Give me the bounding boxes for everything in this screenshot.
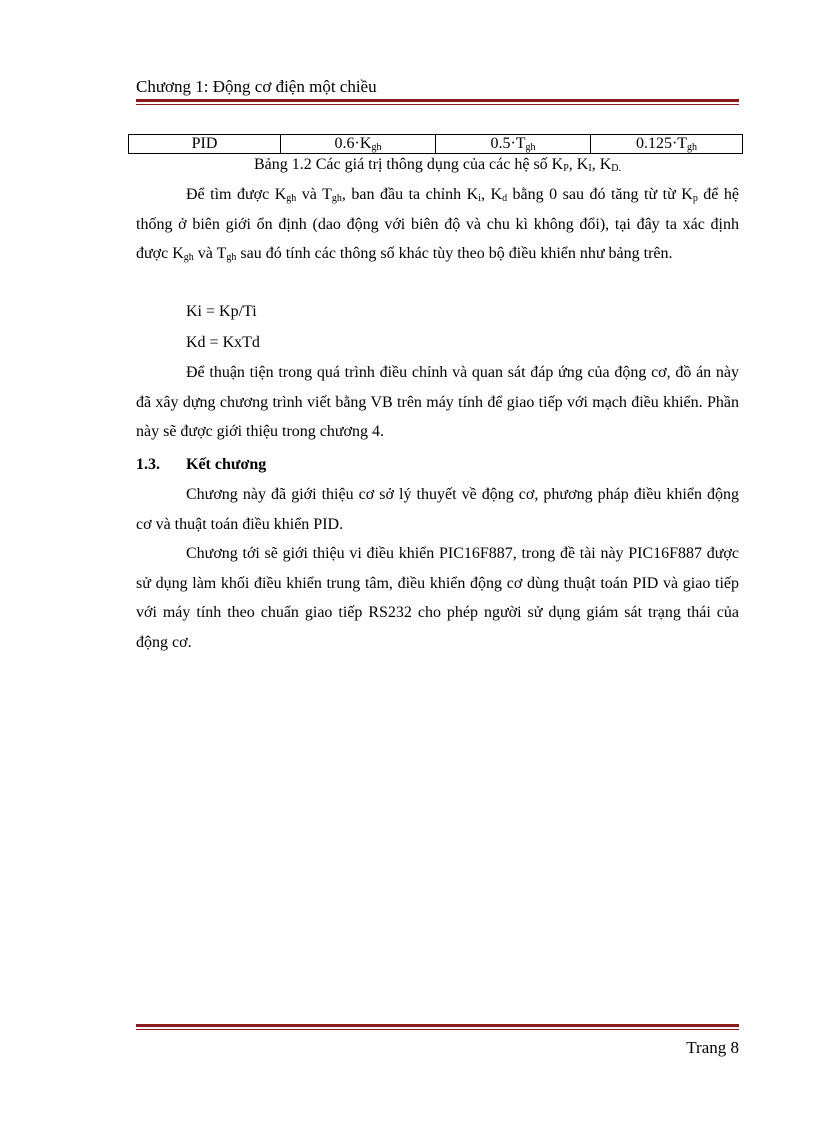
page-number: Trang 8 xyxy=(686,1038,739,1057)
chapter-title: Chương 1: Động cơ điện một chiều xyxy=(136,77,377,96)
header-rule-thick xyxy=(136,99,739,102)
table-row xyxy=(129,135,743,154)
section-heading xyxy=(136,455,266,475)
paragraph-next-chapter: Chương tới sẽ giới thiệu vi điều khiển PIC16F887, trong đề tài này PIC16F887 được sử dụng làm khối điều khiển trung tâm, điều khiển động cơ dùng thuật toán PID và giao tiếp với máy tính theo chuẩn giao tiếp RS232 cho phép người sử dụng giám sát trạng thái của động cơ. xyxy=(136,545,739,651)
paragraph-summary: Chương này đã giới thiệu cơ sở lý thuyết về động cơ, phương pháp điều khiển động cơ và thuật toán điều khiển PID. xyxy=(136,486,739,533)
table-cell-kp: $0.6\cdot K_{gh}$ xyxy=(281,135,436,154)
table-cell-controller: PID xyxy=(129,135,281,154)
footer-rule-thin xyxy=(136,1029,739,1030)
section-title: Kết chương xyxy=(186,456,267,473)
table-cell-td: $0.125\cdot T_{gh}$ xyxy=(591,135,743,154)
paragraph-tuning: Để tìm được $K_{gh}$ và $T_{gh}$, ban đầu ta chỉnh $K_i$, $K_d$ bằng 0 sau đó tăng từ từ $K_p$ để hệ thống ở biên giới ổn định (dao động với biên độ và chu kì không đổi), tại đây ta xác định được $K_{gh}$ và $T_{gh}$ sau đó tính các thông số khác tùy theo bộ điều khiển như bảng trên. xyxy=(136,186,740,263)
header-rule-thin xyxy=(136,104,739,105)
formula-ki: Ki = Kp/Ti xyxy=(186,303,257,320)
formula-kd: Kd = KxTd xyxy=(186,334,260,351)
paragraph-vb-program: Để thuận tiện trong quá trình điều chỉnh và quan sát đáp ứng của động cơ, đồ án này đã xây dựng chương trình viết bằng VB trên máy tính để giao tiếp với mạch điều khiển. Phần này sẽ được giới thiệu trong chương 4. xyxy=(136,364,739,440)
pid-parameter-table xyxy=(128,134,743,154)
header-rule xyxy=(136,99,739,105)
footer-rule xyxy=(136,1024,739,1030)
table-cell-ti: $0.5\cdot T_{gh}$ xyxy=(436,135,591,154)
footer-rule-thick xyxy=(136,1024,739,1027)
table-caption: Bảng 1.2 Các giá trị thông dụng của các hệ số $K_P$, $K_I$, $K_{D.}$ xyxy=(253,156,621,174)
section-number: 1.3. xyxy=(136,456,160,473)
